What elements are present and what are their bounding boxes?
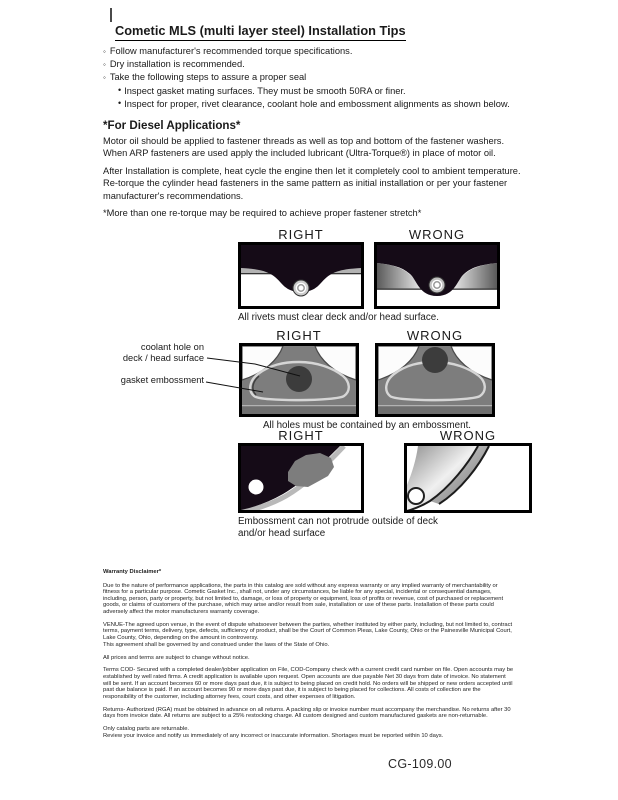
- rivet-clearance-right-figure: [238, 242, 364, 309]
- legal-paragraph: Terms COD- Secured with a completed dealer/jobber application on File, COD-Company check with a current credit card number on file. Open accounts may be established by well rated firms. A credit application is available upon request. Open accounts are due payable Net 30 days from date of invoice. No statement will be sent. If an account becomes 60 or more days past due, it is subject to being placed on credit hold. No orders will be shipped or new orders accepted until past due balance is paid. If an account becomes 90 or more days past due, it is subject to being placed for collections. All costs of collection are the responsibility of the customer, including attorney fees, court costs, and other expenses of litigation.: [103, 667, 514, 700]
- legal-paragraph: This agreement shall be governed by and construed under the laws of the State of Ohio.: [103, 641, 330, 648]
- annotation-embossment-label: gasket embossment: [120, 375, 204, 385]
- figure-caption: All rivets must clear deck and/or head surface.: [238, 312, 439, 323]
- legal-paragraph: All prices and terms are subject to change without notice.: [103, 654, 250, 661]
- right-header: RIGHT: [278, 227, 324, 242]
- tip-sub-item: • Inspect gasket mating surfaces. They must be smooth 50RA or finer.: [118, 85, 533, 98]
- diesel-paragraph: Motor oil should be applied to fastener threads as well as top and bottom of the fastener washers. When ARP fasteners are used apply the included lubricant (Ultra-Torque®) in place of motor oil.: [103, 136, 505, 159]
- legal-paragraph: Returns- Authorized (RGA) must be obtained in advance on all returns. A packing slip or invoice number must accompany the merchandise. No returns after 30 days from invoice date. All returns are subject to a 25% restocking charge. All custom designed and custom manufactured gaskets are non-returnable.: [103, 706, 511, 720]
- diesel-paragraph: *More than one re-torque may be required to achieve proper fastener stretch*: [103, 208, 422, 218]
- legal-paragraph: Due to the nature of performance applications, the parts in this catalog are sold without any express warranty or any implied warranty of merchantability or fitness for a particular purpose. Cometic Gasket Inc., shall not, under any circumstances, be liable for any special, incidental or consequential damages, including, person, party or property, but not limited to, damage, or loss of property or equipment, loss of profits or revenue, cost of purchased or replacement goods, or claims of customers of the purchase, which may arise and/or result from sale, installation or use of these parts. Installation of these parts could adversely affect the motor manufacturers warranty coverage.: [103, 582, 504, 615]
- legal-block: [103, 569, 515, 746]
- wrong-header: WRONG: [439, 428, 497, 443]
- wrong-header: WRONG: [406, 328, 464, 343]
- page-title: Cometic MLS (multi layer steel) Installation Tips: [115, 23, 406, 41]
- registration-mark: [110, 8, 112, 22]
- tip-item: ◦ Take the following steps to assure a proper seal: [103, 71, 533, 84]
- annotation-coolant-label: coolant hole on deck / head surface: [122, 342, 204, 363]
- tips-list: [103, 45, 533, 111]
- legal-heading: Warranty Disclaimer*: [103, 569, 162, 575]
- legal-paragraph: Review your invoice and notify us immediately of any incorrect or inaccurate information. Shortages must be reported within 10 days.: [103, 732, 444, 739]
- tip-item: ◦ Dry installation is recommended.: [103, 58, 533, 71]
- tip-sub-item: • Inspect for proper, rivet clearance, coolant hole and embossment alignments as shown below.: [118, 98, 533, 111]
- diesel-paragraph: After Installation is complete, heat cycle the engine then let it completely cool to ambient temperature. Re-torque the cylinder head fasteners in the same pattern as initial installation or per your fastener manufacturer's recommendations.: [103, 166, 521, 201]
- right-header: RIGHT: [276, 328, 322, 343]
- diesel-heading: *For Diesel Applications*: [103, 119, 241, 132]
- coolant-hole-wrong-figure: [375, 343, 495, 417]
- wrong-header: WRONG: [408, 227, 466, 242]
- doc-code: CG-109.00: [388, 757, 452, 771]
- legal-paragraph: VENUE-The agreed upon venue, in the event of dispute whatsoever between the parties, whether instituted by either party, including, but not limited to, contract terms, payment terms, delivery, type, defects, sufficiency of product, shall be the Court of Common Pleas, Lake County, Ohio or the Painesville Municipal Court, Lake County, Ohio, depending on the amount in controversy.: [103, 621, 513, 642]
- leader-lines: [200, 350, 305, 395]
- figure-caption: Embossment can not protrude outside of deck and/or head surface: [238, 516, 438, 539]
- rivet-clearance-wrong-figure: [374, 242, 500, 309]
- legal-paragraph: Only catalog parts are returnable.: [103, 726, 190, 733]
- embossment-right-figure: [238, 443, 364, 513]
- figure-caption: All holes must be contained by an embossment.: [262, 420, 472, 431]
- right-header: RIGHT: [278, 428, 324, 443]
- embossment-wrong-figure: [404, 443, 532, 513]
- tip-item: ◦ Follow manufacturer's recommended torque specifications.: [103, 45, 533, 58]
